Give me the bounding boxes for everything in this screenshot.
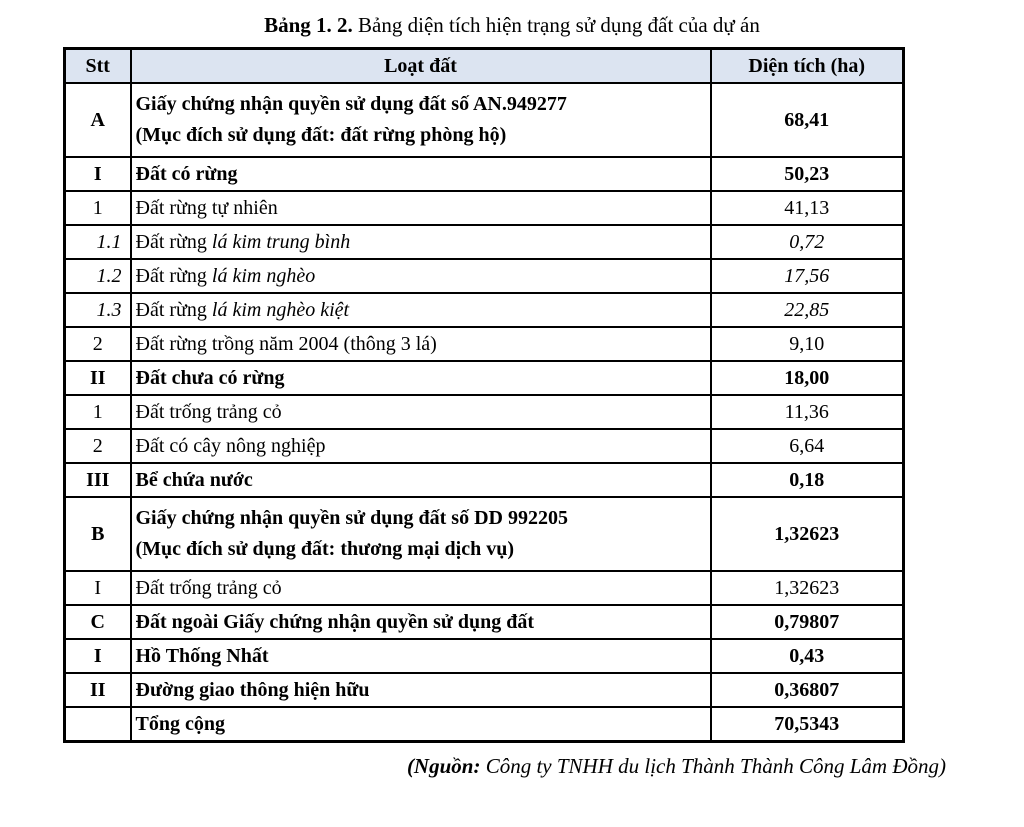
cell-land-type — [131, 225, 711, 259]
cell-area: 0,43 — [711, 639, 904, 673]
cell-land-type: Đất rừng trồng năm 2004 (thông 3 lá) — [131, 327, 711, 361]
table-row — [65, 327, 904, 361]
table-row — [65, 293, 904, 327]
cell-land-type: Hồ Thống Nhất — [131, 639, 711, 673]
table-row — [65, 605, 904, 639]
cell-stt — [65, 707, 131, 742]
land-type-line: Giấy chứng nhận quyền sử dụng đất số DD 992205 — [135, 507, 568, 530]
table-caption-text: Bảng diện tích hiện trạng sử dụng đất của dự án — [352, 13, 760, 37]
table-row — [65, 497, 904, 571]
table-row — [65, 191, 904, 225]
cell-stt: 1.2 — [65, 259, 131, 293]
land-type-line: (Mục đích sử dụng đất: thương mại dịch vụ) — [135, 538, 514, 561]
header-stt: Stt — [65, 49, 131, 84]
cell-land-type: Đất có cây nông nghiệp — [131, 429, 711, 463]
table-caption — [0, 13, 1024, 38]
land-type-italic: lá kim nghèo kiệt — [211, 298, 350, 321]
cell-area: 50,23 — [711, 157, 904, 191]
cell-land-type: Đất trống trảng cỏ — [131, 571, 711, 605]
cell-area: 0,36807 — [711, 673, 904, 707]
table-row — [65, 259, 904, 293]
source-note-text: Công ty TNHH du lịch Thành Thành Công Lâm Đồng) — [480, 754, 946, 779]
table-row — [65, 395, 904, 429]
cell-stt: I — [65, 639, 131, 673]
cell-area: 0,72 — [711, 225, 904, 259]
cell-area: 18,00 — [711, 361, 904, 395]
cell-area: 11,36 — [711, 395, 904, 429]
cell-stt: B — [65, 497, 131, 571]
cell-stt: II — [65, 673, 131, 707]
land-type-italic: lá kim nghèo — [211, 264, 316, 287]
cell-stt: 2 — [65, 429, 131, 463]
cell-area: 41,13 — [711, 191, 904, 225]
cell-stt: I — [65, 571, 131, 605]
table-row — [65, 83, 904, 157]
header-area: Diện tích (ha) — [711, 49, 904, 84]
table-row — [65, 429, 904, 463]
source-note-label: (Nguồn: — [406, 754, 481, 779]
table-header-row — [65, 49, 904, 84]
cell-stt: C — [65, 605, 131, 639]
cell-stt: 2 — [65, 327, 131, 361]
land-type-prefix: Đất rừng — [135, 264, 212, 287]
table-row — [65, 463, 904, 497]
cell-land-type: Đất trống trảng cỏ — [131, 395, 711, 429]
cell-area: 17,56 — [711, 259, 904, 293]
source-note — [0, 754, 1024, 779]
cell-land-type — [131, 497, 711, 571]
table-body — [65, 83, 904, 742]
land-use-table — [63, 47, 905, 743]
table-row — [65, 225, 904, 259]
cell-stt: III — [65, 463, 131, 497]
cell-stt: 1.1 — [65, 225, 131, 259]
cell-area: 0,79807 — [711, 605, 904, 639]
table-row — [65, 707, 904, 742]
land-type-prefix: Đất rừng — [135, 230, 212, 253]
table-row — [65, 157, 904, 191]
land-type-prefix: Đất rừng — [135, 298, 212, 321]
cell-land-type: Tổng cộng — [131, 707, 711, 742]
cell-area: 70,5343 — [711, 707, 904, 742]
cell-stt: 1 — [65, 191, 131, 225]
land-type-italic: lá kim trung bình — [211, 230, 351, 253]
land-type-line: Giấy chứng nhận quyền sử dụng đất số AN.949277 — [135, 93, 567, 116]
header-land-type: Loạt đất — [131, 49, 711, 84]
table-row — [65, 673, 904, 707]
cell-land-type — [131, 259, 711, 293]
cell-land-type — [131, 293, 711, 327]
cell-stt: I — [65, 157, 131, 191]
table-caption-number: Bảng 1. 2. — [264, 13, 353, 37]
cell-area: 9,10 — [711, 327, 904, 361]
cell-land-type: Đường giao thông hiện hữu — [131, 673, 711, 707]
table-row — [65, 639, 904, 673]
cell-land-type — [131, 83, 711, 157]
cell-stt: 1 — [65, 395, 131, 429]
cell-stt: 1.3 — [65, 293, 131, 327]
cell-area: 6,64 — [711, 429, 904, 463]
cell-area: 22,85 — [711, 293, 904, 327]
cell-stt: A — [65, 83, 131, 157]
cell-area: 1,32623 — [711, 497, 904, 571]
cell-land-type: Đất có rừng — [131, 157, 711, 191]
cell-area: 68,41 — [711, 83, 904, 157]
cell-land-type: Bể chứa nước — [131, 463, 711, 497]
cell-land-type: Đất ngoài Giấy chứng nhận quyền sử dụng đất — [131, 605, 711, 639]
cell-land-type: Đất rừng tự nhiên — [131, 191, 711, 225]
table-row — [65, 571, 904, 605]
cell-area: 1,32623 — [711, 571, 904, 605]
cell-area: 0,18 — [711, 463, 904, 497]
land-type-line: (Mục đích sử dụng đất: đất rừng phòng hộ) — [135, 124, 507, 147]
cell-land-type: Đất chưa có rừng — [131, 361, 711, 395]
cell-stt: II — [65, 361, 131, 395]
table-row — [65, 361, 904, 395]
